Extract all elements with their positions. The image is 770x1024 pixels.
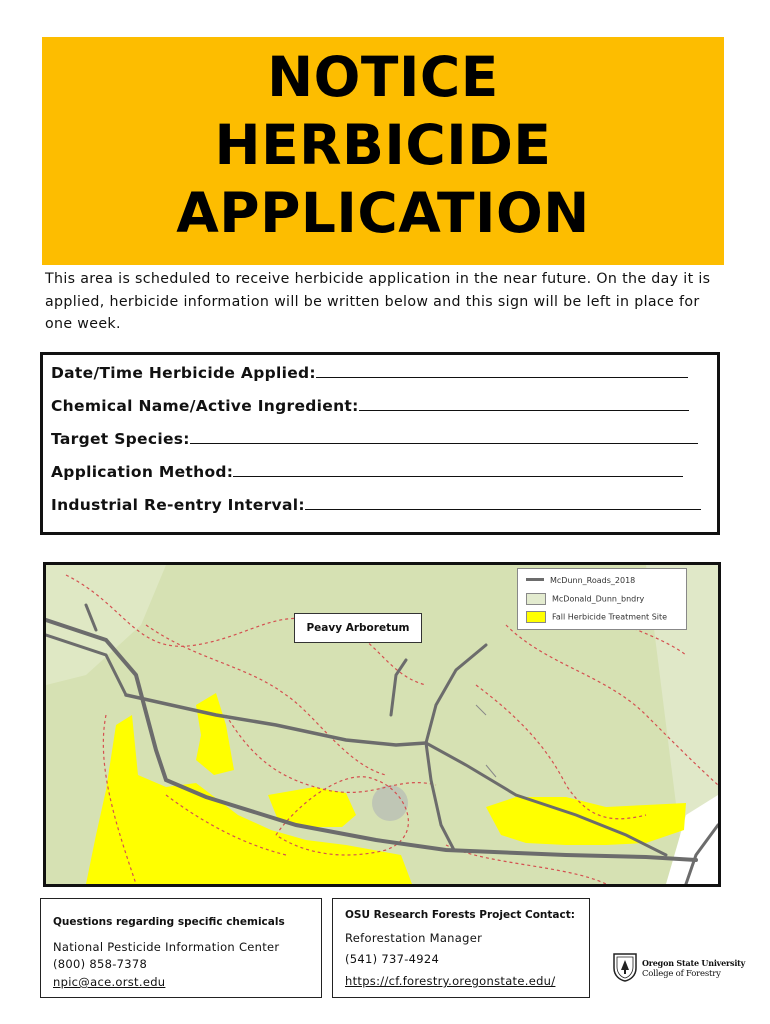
form-label-chemical: Chemical Name/Active Ingredient: [51, 397, 359, 415]
form-label-date-time: Date/Time Herbicide Applied: [51, 364, 316, 382]
osu-seal-icon [612, 952, 638, 982]
form-field-date-time [51, 363, 688, 382]
site-map [43, 562, 721, 887]
npic-org-name: National Pesticide Information Center [53, 940, 280, 954]
forestry-website-link[interactable]: https://cf.forestry.oregonstate.edu/ [345, 974, 556, 988]
legend-item-roads: McDunn_Roads_2018 [526, 576, 635, 590]
university-name: Oregon State University [642, 958, 746, 968]
form-label-target-species: Target Species: [51, 430, 190, 448]
notice-banner [42, 37, 724, 265]
banner-title-line-2: HERBICIDE [214, 113, 552, 177]
form-field-application-method [51, 462, 683, 481]
npic-phone: (800) 858-7378 [53, 957, 148, 971]
reentry-interval-blank-line[interactable] [305, 495, 701, 510]
chemical-questions-box [40, 898, 322, 998]
map-legend [517, 568, 687, 630]
intro-text: This area is scheduled to receive herbicide application in the near future. On the day it is applied, herbicide information will be written below and this sign will be left in place for one week. [45, 271, 711, 332]
legend-item-boundary: McDonald_Dunn_bndry [526, 593, 644, 607]
application-method-blank-line[interactable] [233, 462, 683, 477]
road-line-icon [526, 578, 544, 581]
date-time-blank-line[interactable] [316, 363, 688, 378]
contact-role: Reforestation Manager [345, 931, 483, 945]
project-contact-heading: OSU Research Forests Project Contact: [345, 909, 575, 921]
boundary-swatch-icon [526, 593, 546, 605]
project-contact-box [332, 898, 590, 998]
osu-forestry-logo [612, 952, 746, 988]
form-field-target-species [51, 429, 698, 448]
contact-phone: (541) 737-4924 [345, 952, 440, 966]
map-location-label: Peavy Arboretum [294, 613, 422, 643]
legend-item-site: Fall Herbicide Treatment Site [526, 611, 667, 625]
banner-title-line-1: NOTICE [267, 45, 499, 109]
form-label-application-method: Application Method: [51, 463, 234, 481]
chemical-blank-line[interactable] [359, 396, 689, 411]
site-swatch-icon [526, 611, 546, 623]
form-field-chemical [51, 396, 689, 415]
college-name: College of Forestry [642, 969, 721, 979]
banner-title-line-3: APPLICATION [176, 181, 590, 245]
form-field-reentry-interval [51, 495, 701, 514]
form-label-reentry-interval: Industrial Re-entry Interval: [51, 496, 305, 514]
target-species-blank-line[interactable] [190, 429, 698, 444]
application-info-form [40, 352, 720, 535]
chemical-questions-heading: Questions regarding specific chemicals [53, 916, 285, 928]
npic-email-link[interactable]: npic@ace.orst.edu [53, 975, 166, 989]
